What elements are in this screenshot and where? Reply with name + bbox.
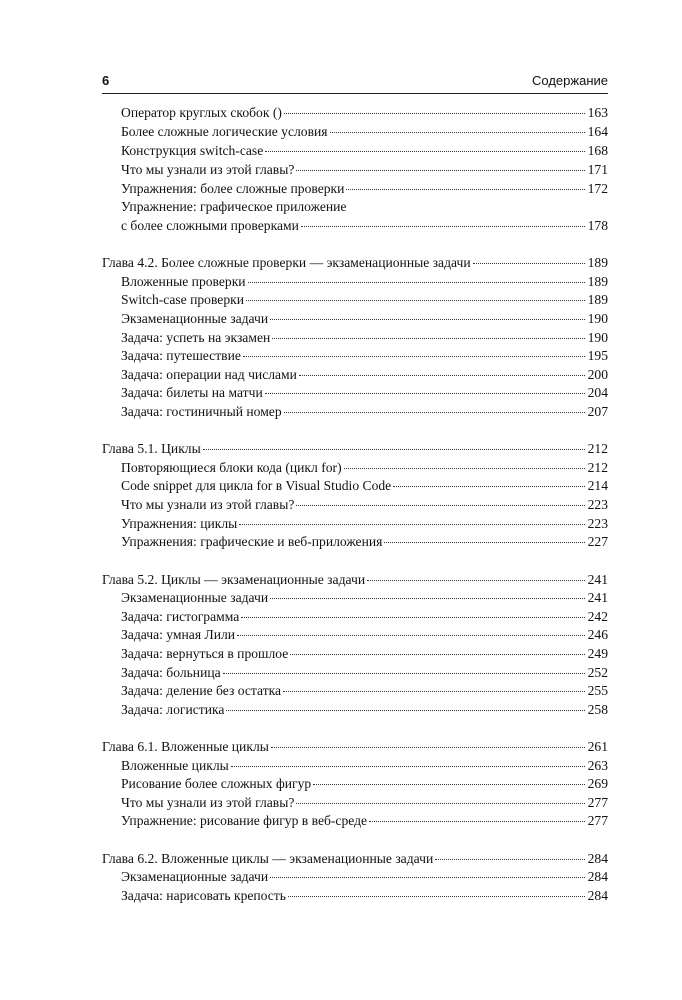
toc-chapter-title: Глава 5.2. Циклы — экзаменационные задачи — [102, 572, 366, 587]
toc-chapter-page: 284 — [587, 851, 608, 866]
dot-leader — [223, 673, 585, 674]
toc-entry[interactable] — [121, 216, 608, 235]
toc-entry[interactable] — [121, 476, 608, 495]
toc-entry[interactable] — [121, 383, 608, 402]
toc-entry-title: Упражнения: графические и веб-приложения — [121, 534, 383, 549]
toc-entry-page: 246 — [587, 627, 608, 642]
dot-leader — [313, 784, 584, 785]
dot-leader — [265, 393, 585, 394]
toc-entry[interactable] — [121, 160, 608, 179]
toc-chapter-page: 241 — [587, 572, 608, 587]
toc-entry[interactable] — [121, 103, 608, 122]
dot-leader — [265, 151, 584, 152]
toc-entry-page: 277 — [587, 813, 608, 828]
dot-leader — [296, 170, 584, 171]
toc-entry-title: Что мы узнали из этой главы? — [121, 497, 295, 512]
toc-entry[interactable] — [121, 532, 608, 551]
dot-leader — [296, 803, 584, 804]
toc-entry-title: Упражнения: циклы — [121, 516, 238, 531]
toc-entry-page: 252 — [587, 665, 608, 680]
toc-entry[interactable] — [121, 309, 608, 328]
toc-entry[interactable] — [121, 458, 608, 477]
toc-entry-title: Что мы узнали из этой главы? — [121, 162, 295, 177]
dot-leader — [301, 226, 585, 227]
dot-leader — [284, 113, 585, 114]
dot-leader — [283, 691, 585, 692]
toc-entry-title: Задача: умная Лили — [121, 627, 236, 642]
toc-entry-title: Code snippet для цикла for в Visual Studio Code — [121, 478, 392, 493]
toc-entry[interactable] — [121, 774, 608, 793]
toc-entry-title: Оператор круглых скобок () — [121, 105, 282, 120]
toc-chapter-title: Глава 4.2. Более сложные проверки — экзаменационные задачи — [102, 255, 471, 270]
toc-chapter-page: 261 — [587, 739, 608, 754]
toc-entry[interactable] — [121, 122, 608, 141]
toc-entry-page: 190 — [587, 330, 608, 345]
toc-entry-page: 189 — [587, 274, 608, 289]
toc-chapter[interactable] — [102, 737, 608, 756]
dot-leader — [369, 821, 585, 822]
page-number: 6 — [102, 73, 110, 88]
toc-entry-title: Задача: успеть на экзамен — [121, 330, 271, 345]
toc-entry-title: Задача: больница — [121, 665, 221, 680]
toc-entry-title: Повторяющиеся блоки кода (цикл for) — [121, 460, 342, 475]
toc-entry-page: 227 — [587, 534, 608, 549]
toc-entry-page: 189 — [587, 292, 608, 307]
toc-entry[interactable] — [121, 272, 608, 291]
toc-entry[interactable] — [121, 663, 608, 682]
toc-entry-page: 204 — [587, 385, 608, 400]
toc-entry-title: Задача: гостиничный номер — [121, 404, 282, 419]
toc-chapter-page: 212 — [587, 441, 608, 456]
toc-chapter[interactable] — [102, 439, 608, 458]
toc-entry[interactable] — [121, 625, 608, 644]
toc-entry-page: 168 — [587, 143, 608, 158]
toc-entry[interactable] — [121, 290, 608, 309]
toc-entry-page: 223 — [587, 497, 608, 512]
toc-entry-title: Задача: путешествие — [121, 348, 241, 363]
toc-entry-title: Задача: операции над числами — [121, 367, 297, 382]
dot-leader — [344, 468, 585, 469]
toc-entry-page: 164 — [587, 124, 608, 139]
dot-leader — [270, 598, 584, 599]
dot-leader — [270, 877, 584, 878]
toc-entry-page: 263 — [587, 758, 608, 773]
toc-entry[interactable] — [121, 179, 608, 198]
toc-entry-title: Упражнения: более сложные проверки — [121, 181, 345, 196]
toc-entry-page: 258 — [587, 702, 608, 717]
toc-entry[interactable] — [121, 346, 608, 365]
toc-entry-page: 223 — [587, 516, 608, 531]
toc-entry[interactable] — [121, 328, 608, 347]
toc-entry[interactable] — [121, 141, 608, 160]
toc-entry-page: 190 — [587, 311, 608, 326]
toc-entry[interactable] — [121, 588, 608, 607]
toc-entry[interactable] — [121, 514, 608, 533]
toc-entry[interactable] — [121, 867, 608, 886]
toc-entry-title: Экзаменационные задачи — [121, 590, 269, 605]
toc-entry[interactable] — [121, 495, 608, 514]
dot-leader — [346, 189, 584, 190]
toc-entry-title: Более сложные логические условия — [121, 124, 328, 139]
toc-entry-title: Что мы узнали из этой главы? — [121, 795, 295, 810]
toc-entry-page: 255 — [587, 683, 608, 698]
toc-entry[interactable] — [121, 756, 608, 775]
toc-entry-page: 163 — [587, 105, 608, 120]
dot-leader — [393, 486, 584, 487]
toc-entry-title: Задача: билеты на матчи — [121, 385, 263, 400]
toc-entry[interactable] — [121, 681, 608, 700]
toc-chapter-title: Глава 5.1. Циклы — [102, 441, 201, 456]
dot-leader — [435, 859, 584, 860]
toc-entry-title: Экзаменационные задачи — [121, 311, 269, 326]
toc-entry-title: Вложенные циклы — [121, 758, 229, 773]
toc-entry-page: 249 — [587, 646, 608, 661]
toc-entry-title: Задача: деление без остатка — [121, 683, 282, 698]
dot-leader — [241, 617, 584, 618]
toc-entry-title: Задача: гистограмма — [121, 609, 240, 624]
toc-entry-title: Switch-case проверки — [121, 292, 244, 307]
toc-entry-page: 212 — [587, 460, 608, 475]
dot-leader — [296, 505, 584, 506]
dot-leader — [384, 542, 584, 543]
toc-chapter-title: Глава 6.1. Вложенные циклы — [102, 739, 269, 754]
toc-entry-page: 277 — [587, 795, 608, 810]
toc-entry[interactable] — [121, 607, 608, 626]
toc-entry-title: Экзаменационные задачи — [121, 869, 269, 884]
toc-entry[interactable] — [121, 700, 608, 719]
toc-chapter-page: 189 — [587, 255, 608, 270]
dot-leader — [237, 635, 585, 636]
toc-entry-title: Задача: нарисовать крепость — [121, 888, 286, 903]
toc-entry-page: 269 — [587, 776, 608, 791]
toc-entry[interactable] — [121, 886, 608, 905]
toc-entry-title: Упражнение: рисование фигур в веб-среде — [121, 813, 368, 828]
dot-leader — [473, 263, 585, 264]
toc-entry-page: 241 — [587, 590, 608, 605]
dot-leader — [239, 524, 584, 525]
dot-leader — [231, 766, 585, 767]
toc-entry[interactable] — [121, 402, 608, 421]
toc-entry-page: 242 — [587, 609, 608, 624]
dot-leader — [203, 449, 585, 450]
toc-entry-title-line2: с более сложными проверками — [121, 218, 299, 233]
toc-chapter-title: Глава 6.2. Вложенные циклы — экзаменационные задачи — [102, 851, 434, 866]
dot-leader — [330, 132, 585, 133]
dot-leader — [367, 580, 585, 581]
dot-leader — [226, 710, 584, 711]
toc-entry-title: Конструкция switch-case — [121, 143, 264, 158]
dot-leader — [270, 319, 584, 320]
dot-leader — [248, 282, 585, 283]
toc-entry-page: 172 — [587, 181, 608, 196]
toc-entry-page: 207 — [587, 404, 608, 419]
dot-leader — [271, 747, 585, 748]
toc-entry-page: 178 — [587, 218, 608, 233]
dot-leader — [288, 896, 585, 897]
toc-entry-page: 284 — [587, 869, 608, 884]
toc-entry[interactable] — [121, 811, 608, 830]
toc-entry-title: Задача: вернуться в прошлое — [121, 646, 289, 661]
dot-leader — [299, 375, 585, 376]
toc-chapter[interactable] — [102, 253, 608, 272]
dot-leader — [243, 356, 585, 357]
dot-leader — [272, 338, 584, 339]
toc-entry-title: Задача: логистика — [121, 702, 225, 717]
dot-leader — [284, 412, 585, 413]
dot-leader — [246, 300, 585, 301]
toc-entry-title: Вложенные проверки — [121, 274, 246, 289]
running-title: Содержание — [532, 73, 608, 88]
toc-entry[interactable] — [121, 644, 608, 663]
dot-leader — [290, 654, 584, 655]
toc-entry-page: 214 — [587, 478, 608, 493]
toc-entry[interactable] — [121, 365, 608, 384]
toc-entry-page: 200 — [587, 367, 608, 382]
toc-chapter[interactable] — [102, 849, 608, 868]
toc-entry-page: 284 — [587, 888, 608, 903]
toc-entry-title: Рисование более сложных фигур — [121, 776, 312, 791]
toc-entry[interactable] — [121, 793, 608, 812]
toc-entry-title-line1: Упражнение: графическое приложение — [121, 199, 347, 214]
toc-chapter[interactable] — [102, 570, 608, 589]
toc-entry-page: 195 — [587, 348, 608, 363]
toc-entry-page: 171 — [587, 162, 608, 177]
